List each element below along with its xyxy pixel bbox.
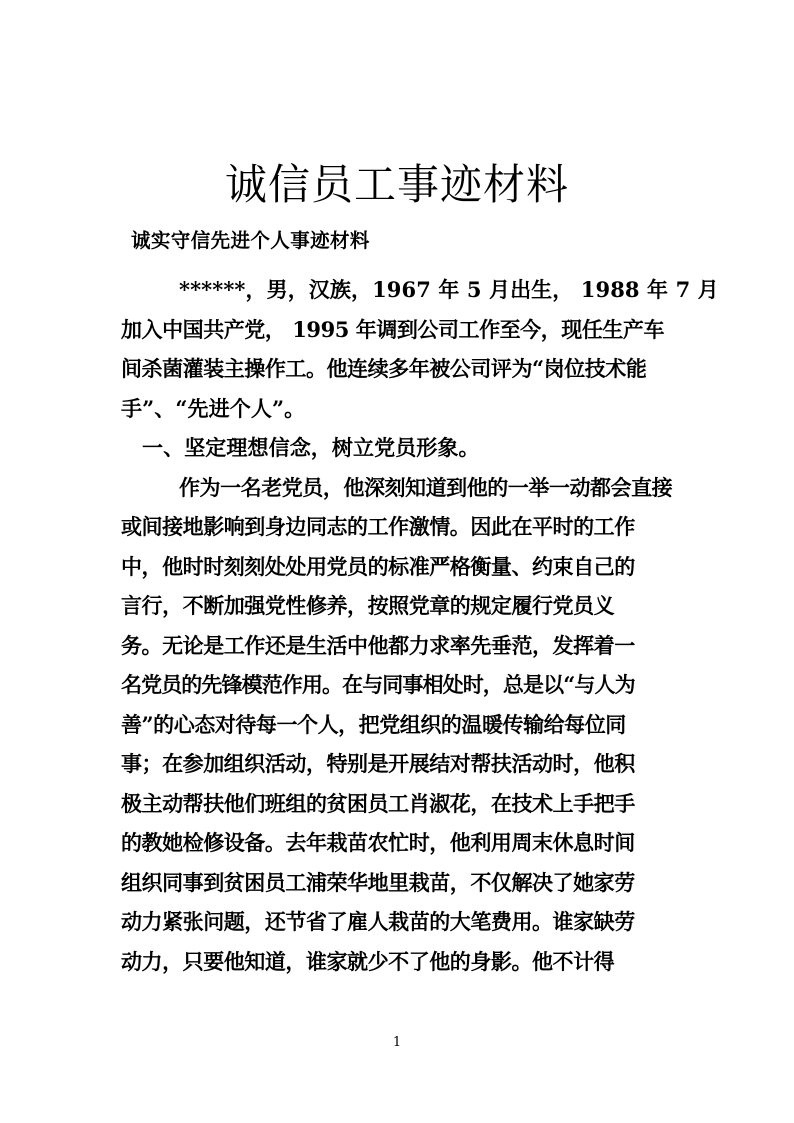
- body-line: 组织同事到贫困员工浦荣华地里栽苗，不仅解决了她家劳: [121, 869, 635, 895]
- body-line: 动力紧张问题，还节省了雇人栽苗的大笔费用。谁家缺劳: [121, 909, 635, 934]
- body-line: 事；在参加组织活动，特别是开展结对帮扶活动时，他积: [121, 751, 635, 776]
- body-line: 手”、“先进个人”。: [121, 395, 306, 421]
- body-line: 善”的心态对待每一个人，把党组织的温暖传输给每位同: [121, 711, 626, 737]
- section-heading-line: 一、坚定理想信念，树立党员形象。: [142, 435, 480, 460]
- body-line: 加入中国共产党， 1995 年调到公司工作至今，现任生产车: [121, 316, 665, 342]
- body-line: 言行，不断加强党性修养，按照党章的规定履行党员义: [121, 593, 615, 618]
- page-number: 1: [392, 1035, 402, 1050]
- body-line: 作为一名老党员，他深刻知道到他的一举一动都会直接: [179, 474, 673, 500]
- body-line: 极主动帮扶他们班组的贫困员工肖淑花，在技术上手把手: [121, 790, 635, 816]
- body-line: 或间接地影响到身边同志的工作激情。因此在平时的工作: [121, 514, 635, 539]
- document-body: [121, 270, 719, 981]
- body-line: 务。无论是工作还是生活中他都力求率先垂范，发挥着一: [121, 632, 635, 658]
- document-subtitle: 诚实守信先进个人事迹材料: [131, 229, 370, 252]
- body-line: 的教她检修设备。去年栽苗农忙时，他利用周末休息时间: [121, 830, 635, 855]
- body-line: ******，男，汉族，1967 年 5 月出生， 1988 年 7 月: [179, 277, 719, 302]
- body-line: 间杀菌灌装主操作工。他连续多年被公司评为“岗位技术能: [121, 356, 647, 381]
- page-title: 诚信员工事迹材料: [224, 160, 569, 210]
- body-line: 中，他时时刻刻处处用党员的标准严格衡量、约束自己的: [121, 553, 635, 579]
- body-line: 名党员的先锋模范作用。在与同事相处时，总是以“与人为: [121, 672, 635, 697]
- body-line: 动力，只要他知道，谁家就少不了他的身影。他不计得: [121, 948, 615, 974]
